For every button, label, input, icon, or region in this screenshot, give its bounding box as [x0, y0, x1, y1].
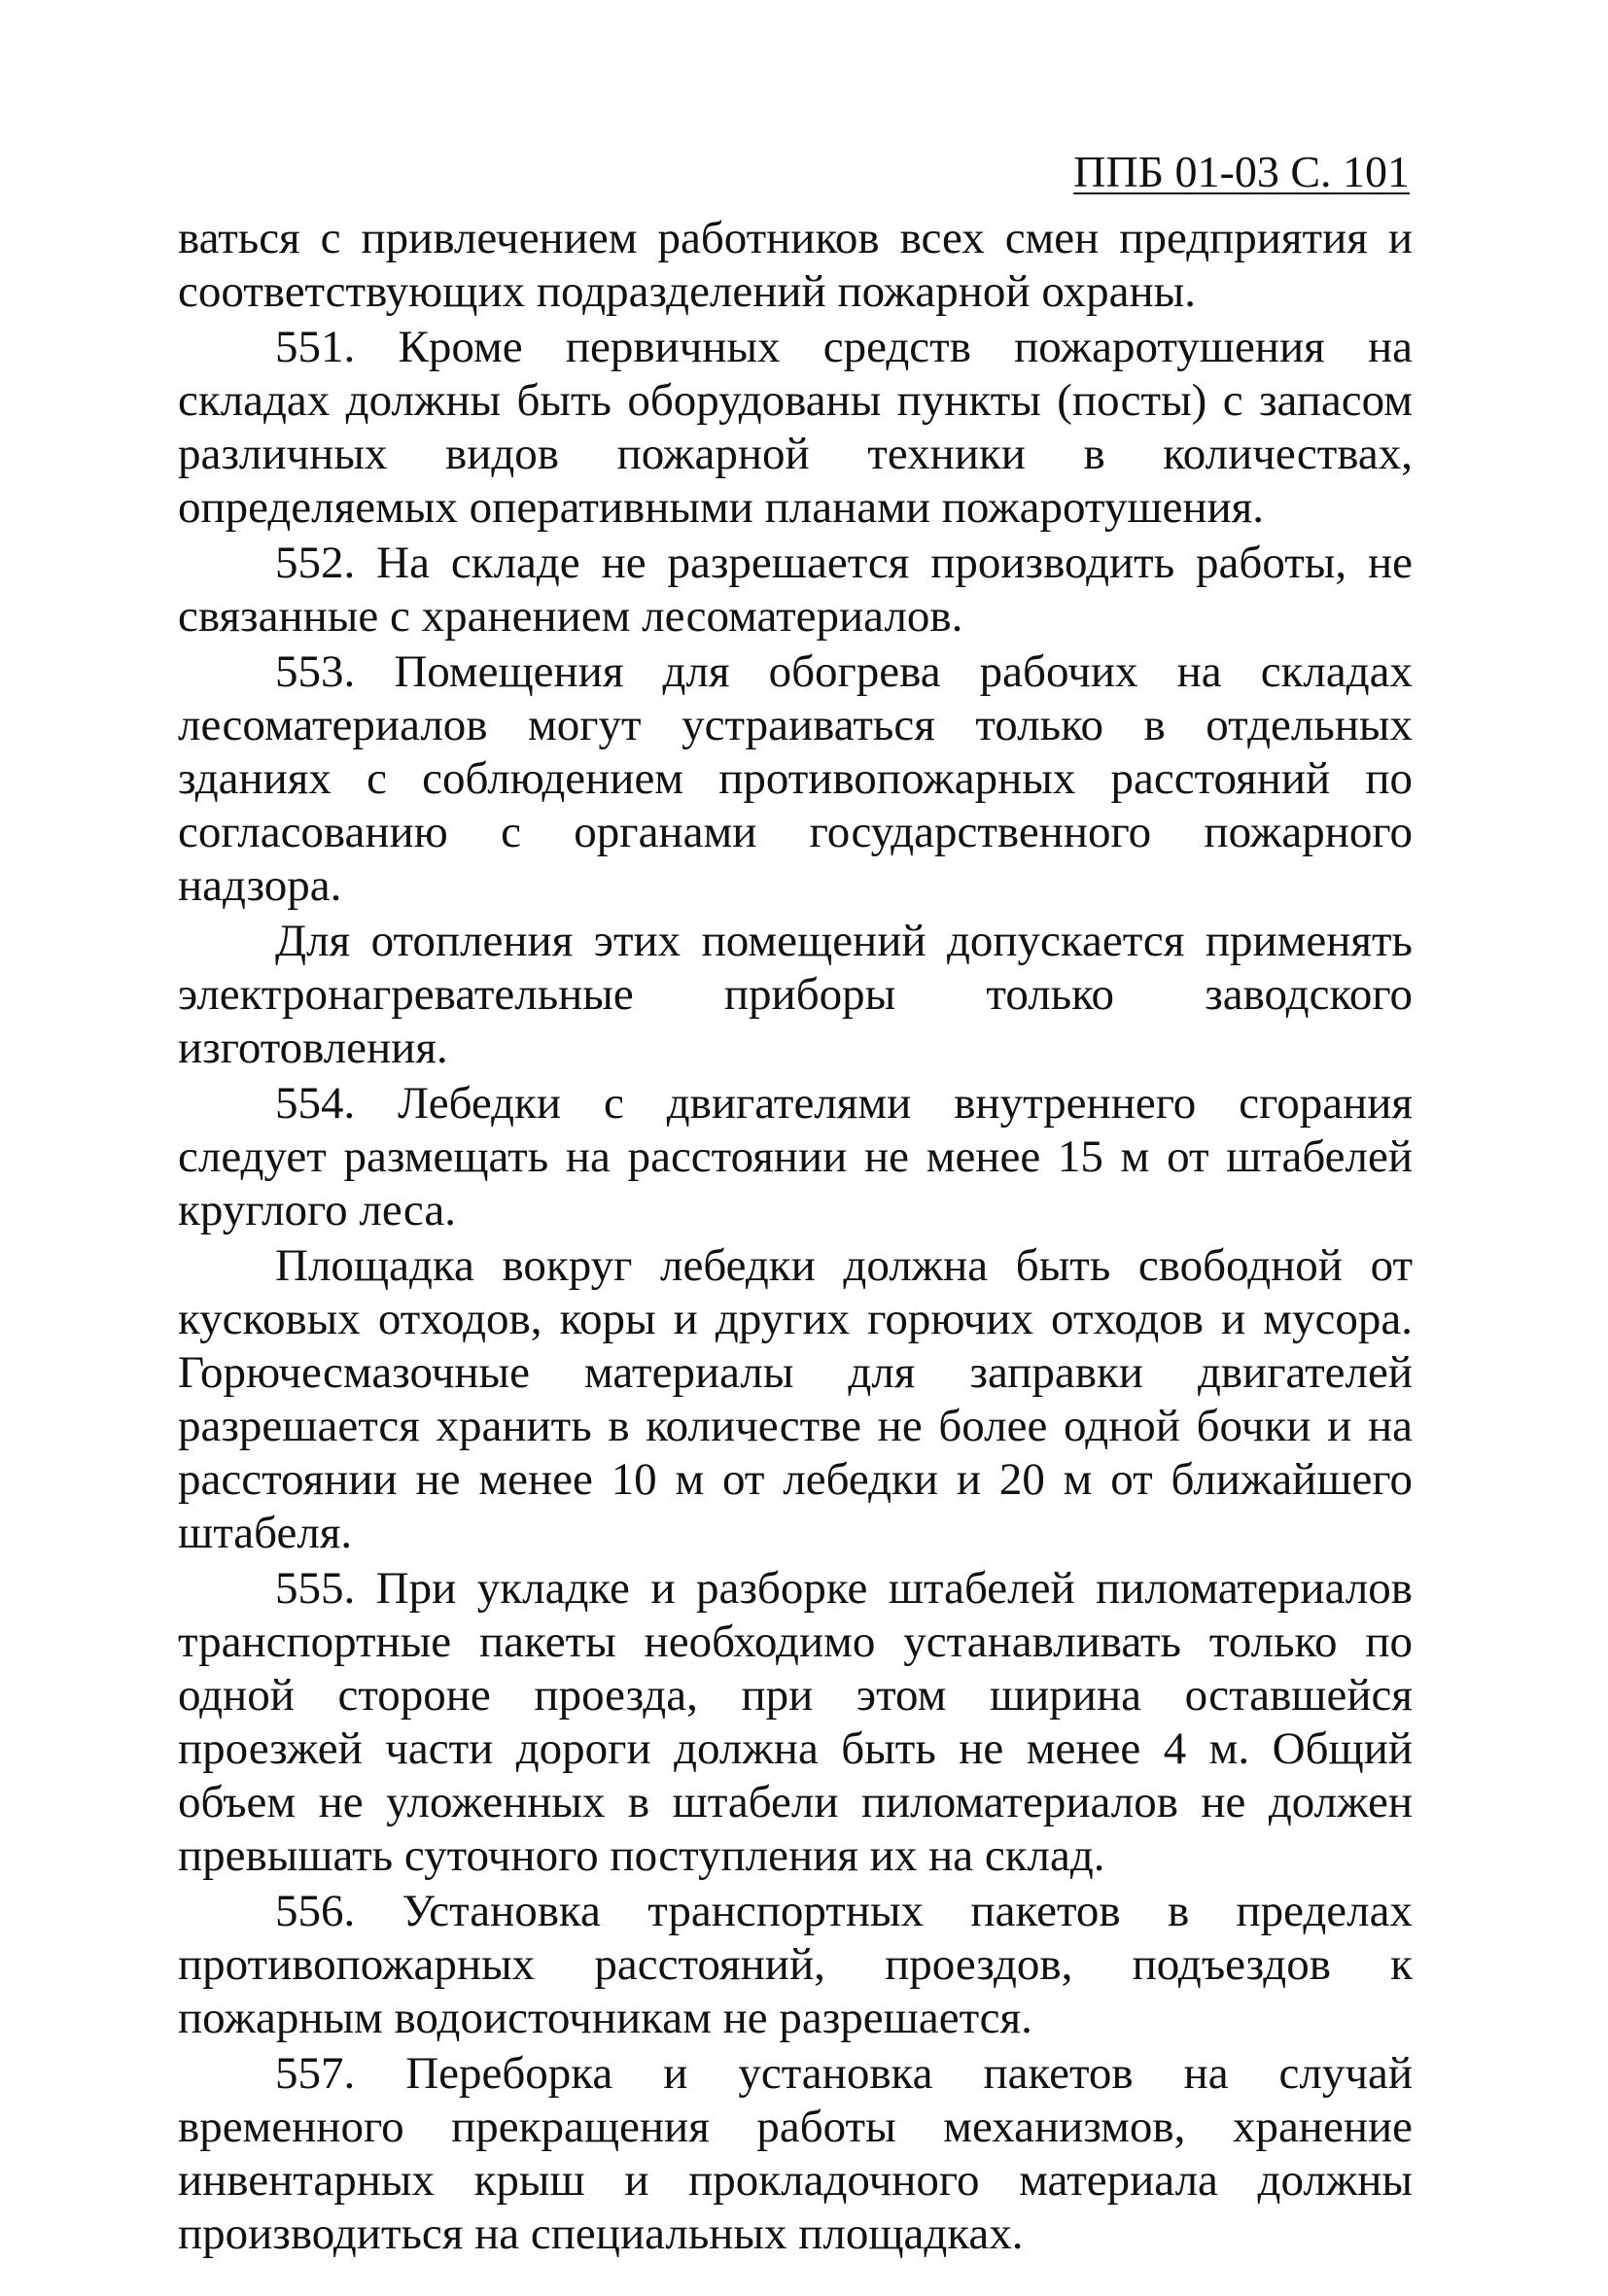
paragraph-553-heating: Для отопления этих помещений допускается применять электронагревательные приборы только заводского изготовления. [178, 916, 1413, 1073]
running-head: ППБ 01-03 С. 101 [1073, 147, 1410, 196]
paragraph-552: 552. На складе не разрешается производить работы, не связанные с хранением лесоматериалов. [178, 538, 1413, 642]
paragraph-551: 551. Кроме первичных средств пожаротушения на складах должны быть оборудованы пункты (посты) с запасом различных видов пожарной техники в количествах, определяемых оперативными планами пожаротушения. [178, 322, 1413, 533]
paragraph-554: 554. Лебедки с двигателями внутреннего сгорания следует размещать на расстоянии не менее 15 м от штабелей круглого леса. [178, 1078, 1413, 1235]
paragraph-554-area: Площадка вокруг лебедки должна быть свободной от кусковых отходов, коры и других горючих отходов и мусора. Горючесмазочные материалы для заправки двигателей разрешается хранить в количестве не более одной бочки и на расстоянии не менее 10 м от лебедки и 20 м от ближайшего штабеля. [178, 1240, 1413, 1558]
paragraph-continuation: ваться с привлечением работников всех смен предприятия и соответствующих подразделений пожарной охраны. [178, 213, 1413, 317]
paragraph-553: 553. Помещения для обогрева рабочих на складах лесоматериалов могут устраиваться только в отдельных зданиях с соблюдением противопожарных расстояний по согласованию с органами государственного пожарного надзора. [178, 646, 1413, 911]
body-text [178, 212, 1413, 2263]
paragraph-555: 555. При укладке и разборке штабелей пиломатериалов транспортные пакеты необходимо устанавливать только по одной стороне проезда, при этом ширина оставшейся проезжей части дороги должна быть не менее 4 м. Общий объем не уложенных в штабели пиломатериалов не должен превышать суточного поступления их на склад. [178, 1563, 1413, 1881]
paragraph-556: 556. Установка транспортных пакетов в пределах противопожарных расстояний, проездов, подъездов к пожарным водоисточникам не разрешается. [178, 1886, 1413, 2043]
paragraph-557: 557. Переборка и установка пакетов на случай временного прекращения работы механизмов, хранение инвентарных крыш и прокладочного материала должны производиться на специальных площадках. [178, 2048, 1413, 2259]
